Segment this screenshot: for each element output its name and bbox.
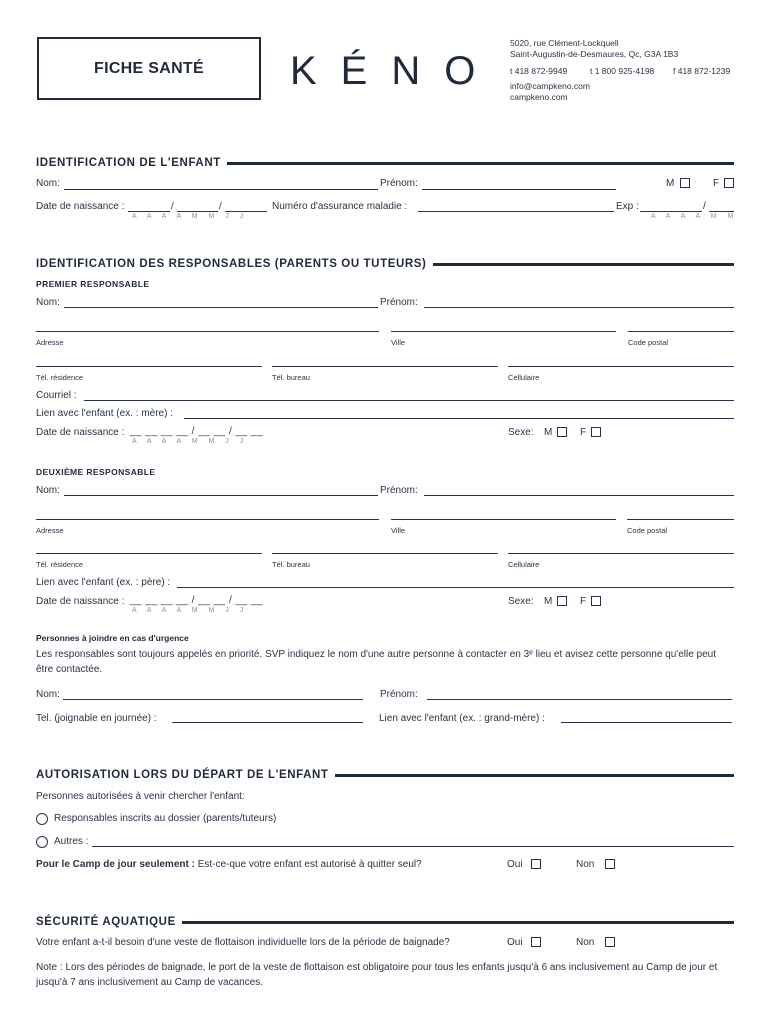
- emergency-nom-label: Nom:: [36, 689, 60, 700]
- g2-adresse-label: Adresse: [36, 526, 64, 535]
- g2-tel-bureau-field[interactable]: [272, 553, 498, 554]
- insurance-field[interactable]: [418, 211, 614, 212]
- form-title-box: [37, 37, 261, 100]
- child-birth-year-field[interactable]: [128, 211, 170, 212]
- g2-ville-field[interactable]: [391, 519, 616, 520]
- child-f-checkbox[interactable]: [724, 178, 734, 188]
- first-guardian-title: PREMIER RESPONSABLE: [36, 279, 150, 289]
- insurance-label: Numéro d'assurance maladie :: [272, 201, 408, 212]
- g2-cellulaire-label: Cellulaire: [508, 560, 540, 569]
- g2-sexe-label: Sexe:: [508, 596, 534, 607]
- option-others-radio[interactable]: [36, 836, 48, 848]
- departure-intro: Personnes autorisées à venir chercher l'enfant:: [36, 791, 245, 802]
- camp-non-label: Non: [576, 859, 595, 870]
- g1-birth-field[interactable]: __ __ __ __ / __ __ / __ __: [130, 426, 264, 437]
- g2-f-label: F: [580, 596, 587, 607]
- g2-tel-bureau-label: Tél. bureau: [272, 560, 310, 569]
- camp-non-checkbox[interactable]: [605, 859, 615, 869]
- g2-prenom-field[interactable]: [424, 495, 734, 496]
- website[interactable]: campkeno.com: [510, 92, 568, 102]
- g2-lien-field[interactable]: [177, 587, 734, 588]
- camp-question-text: Est-ce-que votre enfant est autorisé à quitter seul?: [197, 859, 422, 870]
- g1-ville-field[interactable]: [391, 331, 616, 332]
- g2-birth-label: Date de naissance :: [36, 596, 125, 607]
- water-note: Note : Lors des périodes de baignade, le port de la veste de flottaison est obligatoire pour tous les enfants jusqu'à 6 ans inclusivement au Camp de jour et jusqu'à 7 ans inclusivement au Camp de vacances.: [36, 962, 718, 988]
- child-m-checkbox[interactable]: [680, 178, 690, 188]
- g1-prenom-label: Prénom:: [380, 297, 418, 308]
- section-child-identification: [36, 156, 734, 170]
- child-prenom-label: Prénom:: [380, 178, 418, 189]
- option-registered-radio[interactable]: [36, 813, 48, 825]
- g1-tel-bureau-field[interactable]: [272, 366, 498, 367]
- g1-courriel-field[interactable]: [84, 400, 734, 401]
- g1-tel-res-label: Tél. résidence: [36, 373, 84, 382]
- g2-cellulaire-field[interactable]: [508, 553, 734, 554]
- exp-format: A A A A M M: [651, 213, 738, 220]
- water-question: Votre enfant a-t-il besoin d'une veste de flottaison individuelle lors de la période de baignade?: [36, 937, 450, 948]
- g1-birth-label: Date de naissance :: [36, 427, 125, 438]
- water-oui-label: Oui: [507, 937, 523, 948]
- emergency-prenom-label: Prénom:: [380, 689, 418, 700]
- option-others-label: Autres :: [54, 836, 89, 847]
- section-rule: [433, 263, 735, 266]
- section-rule: [182, 921, 734, 924]
- option-registered-label: Responsables inscrits au dossier (parents/tuteurs): [54, 813, 277, 824]
- water-non-label: Non: [576, 937, 595, 948]
- section-departure: [36, 768, 734, 782]
- form-title: FICHE SANTÉ: [94, 59, 204, 77]
- camp-question-bold: Pour le Camp de jour seulement :: [36, 859, 195, 870]
- date-separator: /: [219, 201, 222, 212]
- emergency-prenom-field[interactable]: [427, 699, 732, 700]
- g2-m-label: M: [544, 596, 553, 607]
- g1-lien-field[interactable]: [184, 418, 734, 419]
- camp-oui-checkbox[interactable]: [531, 859, 541, 869]
- section-rule: [335, 774, 734, 777]
- date-separator: /: [171, 201, 174, 212]
- emergency-lien-field[interactable]: [561, 722, 732, 723]
- date-separator: /: [703, 201, 706, 212]
- g1-birth-format: A A A A M M J J: [132, 438, 248, 445]
- g2-code-postal-field[interactable]: [627, 519, 734, 520]
- emergency-lien-label: Lien avec l'enfant (ex. : grand-mère) :: [379, 713, 545, 724]
- g2-ville-label: Ville: [391, 526, 406, 535]
- g2-m-checkbox[interactable]: [557, 596, 567, 606]
- exp-year-field[interactable]: [640, 211, 702, 212]
- child-prenom-field[interactable]: [422, 189, 616, 190]
- child-birth-day-field[interactable]: [225, 211, 267, 212]
- camp-question: [36, 859, 422, 870]
- phone-1: t 418 872-9949: [510, 66, 568, 76]
- g2-prenom-label: Prénom:: [380, 485, 418, 496]
- phone-2: t 1 800 925-4198: [590, 66, 655, 76]
- g2-nom-field[interactable]: [64, 495, 378, 496]
- g1-adresse-field[interactable]: [36, 331, 379, 332]
- g2-lien-label: Lien avec l'enfant (ex. : père) :: [36, 577, 171, 588]
- option-others-field[interactable]: [92, 846, 734, 847]
- g1-ville-label: Ville: [391, 338, 406, 347]
- child-birth-month-field[interactable]: [177, 211, 218, 212]
- keno-logo: KÉNO: [290, 49, 500, 93]
- email[interactable]: info@campkeno.com: [510, 81, 590, 91]
- g1-code-postal-label: Code postal: [628, 338, 669, 347]
- g1-courriel-label: Courriel :: [36, 390, 77, 401]
- g2-f-checkbox[interactable]: [591, 596, 601, 606]
- g1-lien-label: Lien avec l'enfant (ex. : mère) :: [36, 408, 173, 419]
- child-birth-format: A A A A M M J J: [132, 213, 248, 220]
- g1-m-label: M: [544, 427, 553, 438]
- g2-tel-res-label: Tél. résidence: [36, 560, 84, 569]
- g2-nom-label: Nom:: [36, 485, 60, 496]
- emergency-text: Les responsables sont toujours appelés en priorité. SVP indiquez le nom d'une autre personne à contacter en 3ᵉ lieu et avisez cette personne qu'elle peut être contactée.: [36, 649, 717, 675]
- exp-month-field[interactable]: [709, 211, 734, 212]
- g1-cellulaire-label: Cellulaire: [508, 373, 540, 382]
- section-title: SÉCURITÉ AQUATIQUE: [36, 916, 176, 928]
- g1-prenom-field[interactable]: [424, 307, 734, 308]
- g1-f-checkbox[interactable]: [591, 427, 601, 437]
- exp-label: Exp :: [616, 201, 639, 212]
- water-oui-checkbox[interactable]: [531, 937, 541, 947]
- section-title: AUTORISATION LORS DU DÉPART DE L'ENFANT: [36, 769, 329, 781]
- child-birth-label: Date de naissance :: [36, 201, 125, 212]
- g2-tel-res-field[interactable]: [36, 553, 262, 554]
- g2-code-postal-label: Code postal: [627, 526, 668, 535]
- g2-birth-format: A A A A M M J J: [132, 607, 248, 614]
- second-guardian-title: DEUXIÈME RESPONSABLE: [36, 467, 156, 477]
- emergency-title: Personnes à joindre en cas d'urgence: [36, 633, 189, 643]
- child-nom-field[interactable]: [64, 189, 378, 190]
- g1-tel-res-field[interactable]: [36, 366, 262, 367]
- emergency-nom-field[interactable]: [63, 699, 363, 700]
- section-rule: [227, 162, 734, 165]
- child-f-label: F: [713, 178, 720, 189]
- child-nom-label: Nom:: [36, 178, 60, 189]
- section-guardians: [36, 257, 734, 271]
- section-water-safety: [36, 915, 734, 929]
- g1-code-postal-field[interactable]: [628, 331, 734, 332]
- fax: f 418 872-1239: [673, 66, 731, 76]
- address-line-1: 5020, rue Clément-Lockquell: [510, 38, 619, 48]
- emergency-tel-field[interactable]: [172, 722, 363, 723]
- camp-oui-label: Oui: [507, 859, 523, 870]
- g1-sexe-label: Sexe:: [508, 427, 534, 438]
- water-non-checkbox[interactable]: [605, 937, 615, 947]
- emergency-tel-label: Tel. (joignable en journée) :: [36, 713, 157, 724]
- child-m-label: M: [666, 178, 675, 189]
- g1-nom-label: Nom:: [36, 297, 60, 308]
- section-title: IDENTIFICATION DE L'ENFANT: [36, 157, 221, 169]
- g1-f-label: F: [580, 427, 587, 438]
- g1-tel-bureau-label: Tél. bureau: [272, 373, 310, 382]
- g2-birth-field[interactable]: __ __ __ __ / __ __ / __ __: [130, 595, 264, 606]
- address-line-2: Saint-Augustin-de-Desmaures, Qc, G3A 1B3: [510, 49, 679, 59]
- g1-nom-field[interactable]: [64, 307, 378, 308]
- g1-cellulaire-field[interactable]: [508, 366, 734, 367]
- section-title: IDENTIFICATION DES RESPONSABLES (PARENTS OU TUTEURS): [36, 258, 427, 270]
- g2-adresse-field[interactable]: [36, 519, 379, 520]
- g1-adresse-label: Adresse: [36, 338, 64, 347]
- g1-m-checkbox[interactable]: [557, 427, 567, 437]
